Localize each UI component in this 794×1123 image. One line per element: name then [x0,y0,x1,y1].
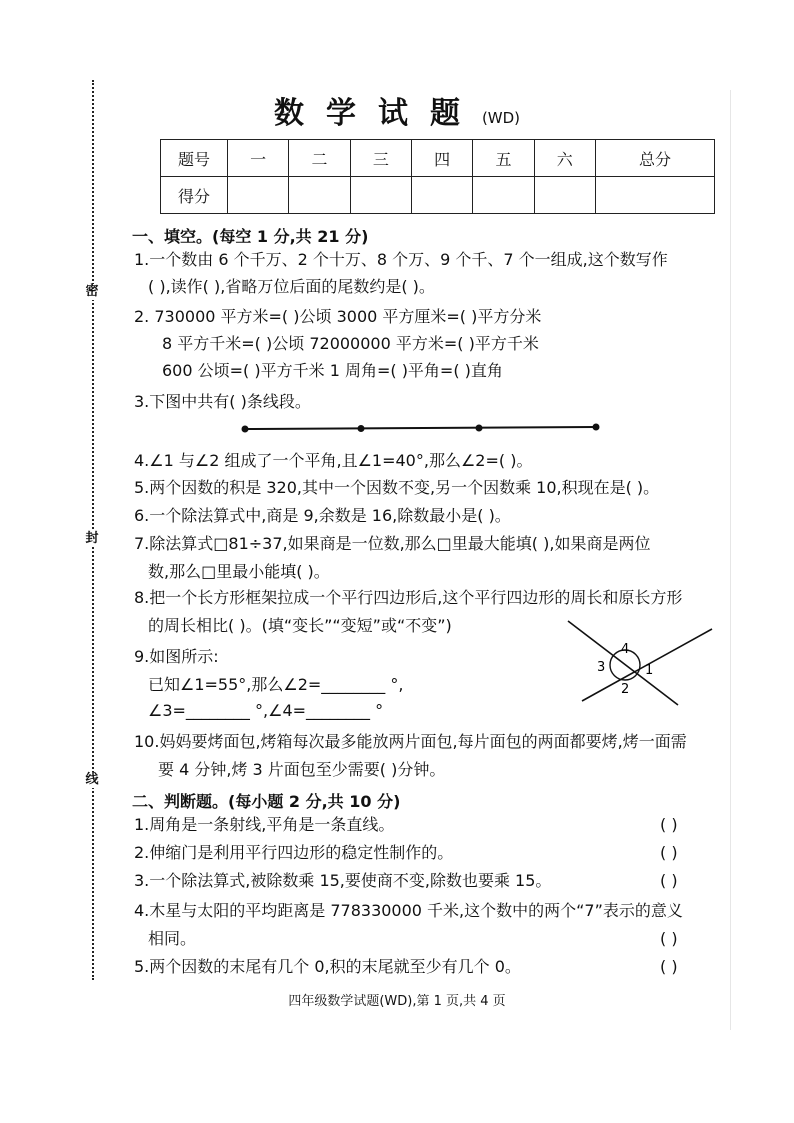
q7-line2: 数,那么□里最小能填( )。 [148,562,330,581]
judge-q5: 5.两个因数的末尾有几个 0,积的末尾就至少有几个 0。 [134,957,521,976]
q2-line1: 2. 730000 平方米=( )公顷 3000 平方厘米=( )平方分米 [134,307,542,326]
judge-q2: 2.伸缩门是利用平行四边形的稳定性制作的。 [134,843,454,862]
q8-line2: 的周长相比( )。(填“变长”“变短”或“不变”) [148,616,452,635]
score-cell-header: 五 [473,140,534,177]
title-suffix: (WD) [481,109,521,127]
judge-answer-bracket[interactable]: ( ) [660,929,678,948]
score-cell-header: 三 [350,140,411,177]
q10-line2: 要 4 分钟,烤 3 片面包至少需要( )分钟。 [158,760,446,779]
judge-q1: 1.周角是一条射线,平角是一条直线。 [134,815,395,834]
margin-mark-mi: 密 [82,284,102,300]
score-cell-header: 二 [289,140,350,177]
q8-line1: 8.把一个长方形框架拉成一个平行四边形后,这个平行四边形的周长和原长方形 [134,588,683,607]
angle-label-3: 3 [597,660,606,675]
score-cell-header: 题号 [161,140,228,177]
angle-label-2: 2 [621,682,630,697]
score-cell-header: 四 [411,140,472,177]
q6-line: 6.一个除法算式中,商是 9,余数是 16,除数最小是( )。 [134,506,511,525]
angle-label-1: 1 [645,663,654,678]
judge-answer-bracket[interactable]: ( ) [660,871,678,890]
title-main: 数学试题 [273,96,482,131]
score-cell-header: 总分 [595,140,714,177]
judge-q3: 3.一个除法算式,被除数乘 15,要使商不变,除数也要乘 15。 [134,871,552,890]
score-cell-header: 六 [534,140,595,177]
q9-line2: 已知∠1=55°,那么∠2=________ °, [148,675,404,694]
q2-line2: 8 平方千米=( )公顷 72000000 平方米=( )平方千米 [162,334,539,353]
q2-line3: 600 公顷=( )平方千米 1 周角=( )平角=( )直角 [162,361,503,380]
angle-label-4: 4 [621,642,630,657]
q7-line1: 7.除法算式□81÷37,如果商是一位数,那么□里最大能填( ),如果商是两位 [134,534,651,553]
q1-line1: 1.一个数由 6 个千万、2 个十万、8 个万、9 个千、7 个一组成,这个数写作 [134,250,668,269]
judge-answer-bracket[interactable]: ( ) [660,957,678,976]
q10-line1: 10.妈妈要烤面包,烤箱每次最多能放两片面包,每片面包的两面都要烤,烤一面需 [134,732,687,751]
judge-answer-bracket[interactable]: ( ) [660,843,678,862]
q5-line: 5.两个因数的积是 320,其中一个因数不变,另一个因数乘 10,积现在是( )。 [134,478,660,497]
score-cell-header: 一 [228,140,289,177]
judge-answer-bracket[interactable]: ( ) [660,815,678,834]
q3-line: 3.下图中共有( )条线段。 [134,392,311,411]
section2-heading: 二、判断题。(每小题 2 分,共 10 分) [132,792,401,811]
score-row-label: 得分 [161,177,228,214]
page-footer: 四年级数学试题(WD),第 1 页,共 4 页 [288,994,506,1009]
q9-line3: ∠3=________ °,∠4=________ ° [148,701,384,720]
q9-line1: 9.如图所示: [134,647,219,666]
margin-mark-xian: 线 [82,772,102,788]
judge-q4-line1: 4.木星与太阳的平均距离是 778330000 千米,这个数中的两个“7”表示的意义 [134,901,683,920]
margin-mark-feng: 封 [82,531,102,547]
judge-q4-line2: 相同。 [148,929,197,948]
section1-heading: 一、填空。(每空 1 分,共 21 分) [132,227,369,246]
q1-line2: ( ),读作( ),省略万位后面的尾数约是( )。 [148,277,435,296]
q4-line: 4.∠1 与∠2 组成了一个平角,且∠1=40°,那么∠2=( )。 [134,451,533,470]
